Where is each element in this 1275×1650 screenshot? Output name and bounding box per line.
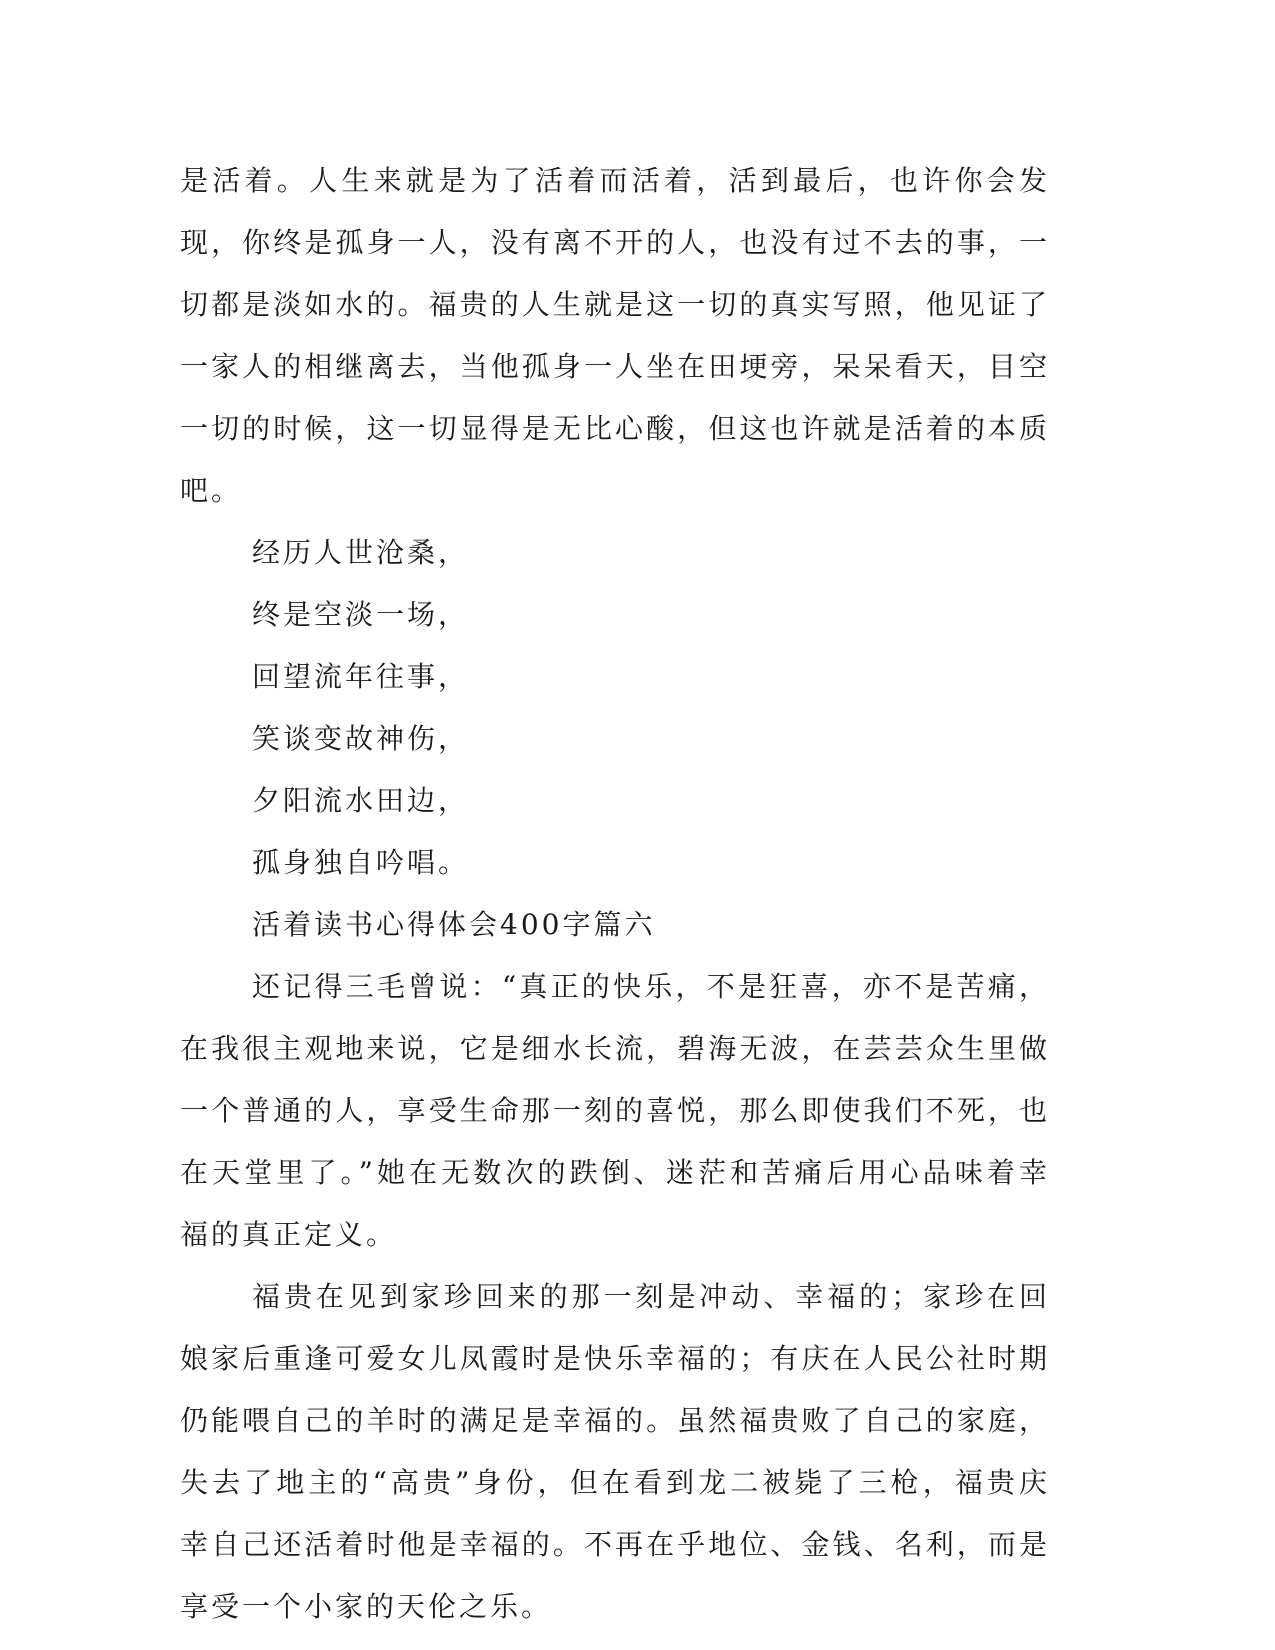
poem-line: 孤身独自吟唱。	[252, 846, 470, 879]
document-body	[180, 150, 1050, 1638]
poem-line: 夕阳流水田边，	[252, 784, 470, 817]
poem-line: 经历人世沧桑，	[252, 536, 470, 569]
poem-line: 笑谈变故神伤，	[252, 722, 470, 755]
section-heading: 活着读书心得体会400字篇六	[252, 908, 656, 941]
paragraph-2: 还记得三毛曾说：“真正的快乐，不是狂喜，亦不是苦痛，在我很主观地来说，它是细水长流，碧海无波，在芸芸众生里做一个普通的人，享受生命那一刻的喜悦，那么即使我们不死，也在天堂里了。”她在无数次的跌倒、迷茫和苦痛后用心品味着幸福的真正定义。	[180, 970, 1050, 1251]
paragraph-3: 福贵在见到家珍回来的那一刻是冲动、幸福的；家珍在回娘家后重逢可爱女儿凤霞时是快乐幸福的；有庆在人民公社时期仍能喂自己的羊时的满足是幸福的。虽然福贵败了自己的家庭，失去了地主的“高贵”身份，但在看到龙二被毙了三枪，福贵庆幸自己还活着时他是幸福的。不再在乎地位、金钱、名利，而是享受一个小家的天伦之乐。	[180, 1280, 1050, 1623]
paragraph-1: 是活着。人生来就是为了活着而活着，活到最后，也许你会发现，你终是孤身一人，没有离不开的人，也没有过不去的事，一切都是淡如水的。福贵的人生就是这一切的真实写照，他见证了一家人的相继离去，当他孤身一人坐在田埂旁，呆呆看天，目空一切的时候，这一切显得是无比心酸，但这也许就是活着的本质吧。	[180, 164, 1050, 507]
poem	[180, 522, 1050, 894]
poem-line: 回望流年往事，	[252, 660, 470, 693]
poem-line: 终是空淡一场，	[252, 598, 470, 631]
